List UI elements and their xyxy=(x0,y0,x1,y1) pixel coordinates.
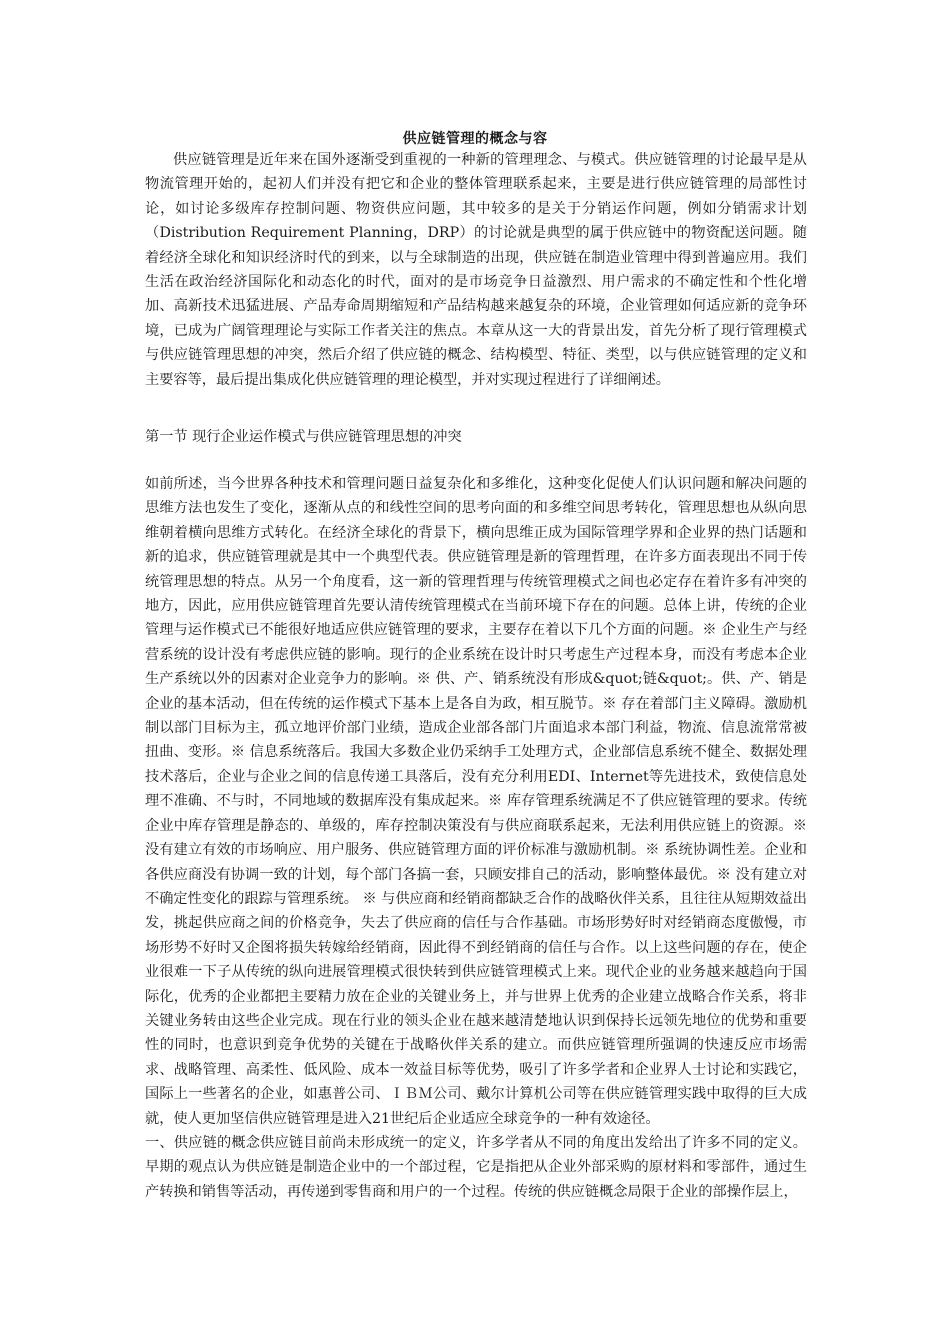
document-title: 供应链管理的概念与容 xyxy=(402,131,548,147)
intro-paragraph: 供应链管理是近年来在国外逐渐受到重视的一种新的管理理念、与模式。供应链管理的讨论最早是从物流管理开始的，起初人们并没有把它和企业的整体管理联系起来，主要是进行供应链管理的局部性讨论，如讨论多级库存控制问题、物资供应问题，其中较多的是关于分销运作问题，例如分销需求计划（Distribution Requirement Planning，DRP）的讨论就是典型的属于供应链中的物资配送问题。随着经济全球化和知识经济时代的到来，以与全球制造的出现，供应链在制造业管理中得到普遍应用。我们生活在政治经济国际化和动态化的时代，面对的是市场竞争日益激烈、用户需求的不确定性和个性化增加、高新技术迅猛进展、产品寿命周期缩短和产品结构越来越复杂的环境，企业管理如何适应新的竞争环境，已成为广阔管理理论与实际工作者关注的焦点。本章从这一大的背景出发，首先分析了现行管理模式与供应链管理思想的冲突，然后介绍了供应链的概念、结构模型、特征、类型，以与供应链管理的定义和主要容等，最后提出集成化供应链管理的理论模型，并对实现过程进行了详细阐述。 xyxy=(145,152,807,388)
section-heading: 第一节 现行企业运作模式与供应链管理思想的冲突 xyxy=(145,429,462,445)
body-paragraph: 如前所述，当今世界各种技术和管理问题日益复杂化和多维化，这种变化促使人们认识问题和解决问题的思维方法也发生了变化，逐渐从点的和线性空间的思考向面的和多维空间思考转化，管理思想也从纵向思维朝着横向思维方式转化。在经济全球化的背景下，横向思维正成为国际管理学界和企业界的热门话题和新的追求，供应链管理就是其中一个典型代表。供应链管理是新的管理哲理，在许多方面表现出不同于传统管理思想的特点。从另一个角度看，这一新的管理哲理与传统管理模式之间也必定存在着许多有冲突的地方，因此，应用供应链管理首先要认清传统管理模式在当前环境下存在的问题。总体上讲，传统的企业管理与运作模式已不能很好地适应供应链管理的要求，主要存在着以下几个方面的问题。※ 企业生产与经营系统的设计没有考虑供应链的影响。现行的企业系统在设计时只考虑生产过程本身，而没有考虑本企业生产系统以外的因素对企业竞争力的影响。※ 供、产、销系统没有形成&quot;链&quot;。供、产、销是企业的基本活动，但在传统的运作模式下基本上是各自为政，相互脱节。※ 存在着部门主义障碍。激励机制以部门目标为主，孤立地评价部门业绩，造成企业部各部门片面追求本部门利益，物流、信息流常常被扭曲、变形。※ 信息系统落后。我国大多数企业仍采纳手工处理方式，企业部信息系统不健全、数据处理技术落后，企业与企业之间的信息传递工具落后，没有充分利用EDI、Internet等先进技术，致使信息处理不准确、不与时，不同地域的数据库没有集成起来。※ 库存管理系统满足不了供应链管理的要求。传统企业中库存管理是静态的、单级的，库存控制决策没有与供应商联系起来，无法利用供应链上的资源。※ 没有建立有效的市场响应、用户服务、供应链管理方面的评价标准与激励机制。※ 系统协调性差。企业和各供应商没有协调一致的计划，每个部门各搞一套，只顾安排自己的活动，影响整体最优。※ 没有建立对不确定性变化的跟踪与管理系统。 ※ 与供应商和经销商都缺乏合作的战略伙伴关系，且往往从短期效益出发，挑起供应商之间的价格竞争，失去了供应商的信任与合作基础。市场形势好时对经销商态度傲慢，市场形势不好时又企图将损失转嫁给经销商，因此得不到经销商的信任与合作。以上这些问题的存在，使企业很难一下子从传统的纵向进展管理模式很快转到供应链管理模式上来。现代企业的业务越来越趋向于国际化，优秀的企业都把主要精力放在企业的关键业务上，并与世界上优秀的企业建立战略合作关系，将非关键业务转由这些企业完成。现在行业的领头企业在越来越清楚地认识到保持长远领先地位的优势和重要性的同时，也意识到竞争优势的关键在于战略伙伴关系的建立。而供应链管理所强调的快速反应市场需求、战略管理、高柔性、低风险、成本一效益目标等优势，吸引了许多学者和企业界人士讨论和实践它，国际上一些著名的企业，如惠普公司、ＩＢＭ公司、戴尔计算机公司等在供应链管理实践中取得的巨大成就，使人更加坚信供应链管理是进入21世纪后企业适应全球竞争的一种有效途径。 一、供应链的概念供应链目前尚未形成统一的定义，许多学者从不同的角度出发给出了许多不同的定义。早期的观点认为供应链是制造企业中的一个部过程，它是指把从企业外部采购的原材料和零部件，通过生产转换和销售等活动，再传递到零售商和用户的一个过程。传统的供应链概念局限于企业的部操作层上， xyxy=(145,476,807,1200)
